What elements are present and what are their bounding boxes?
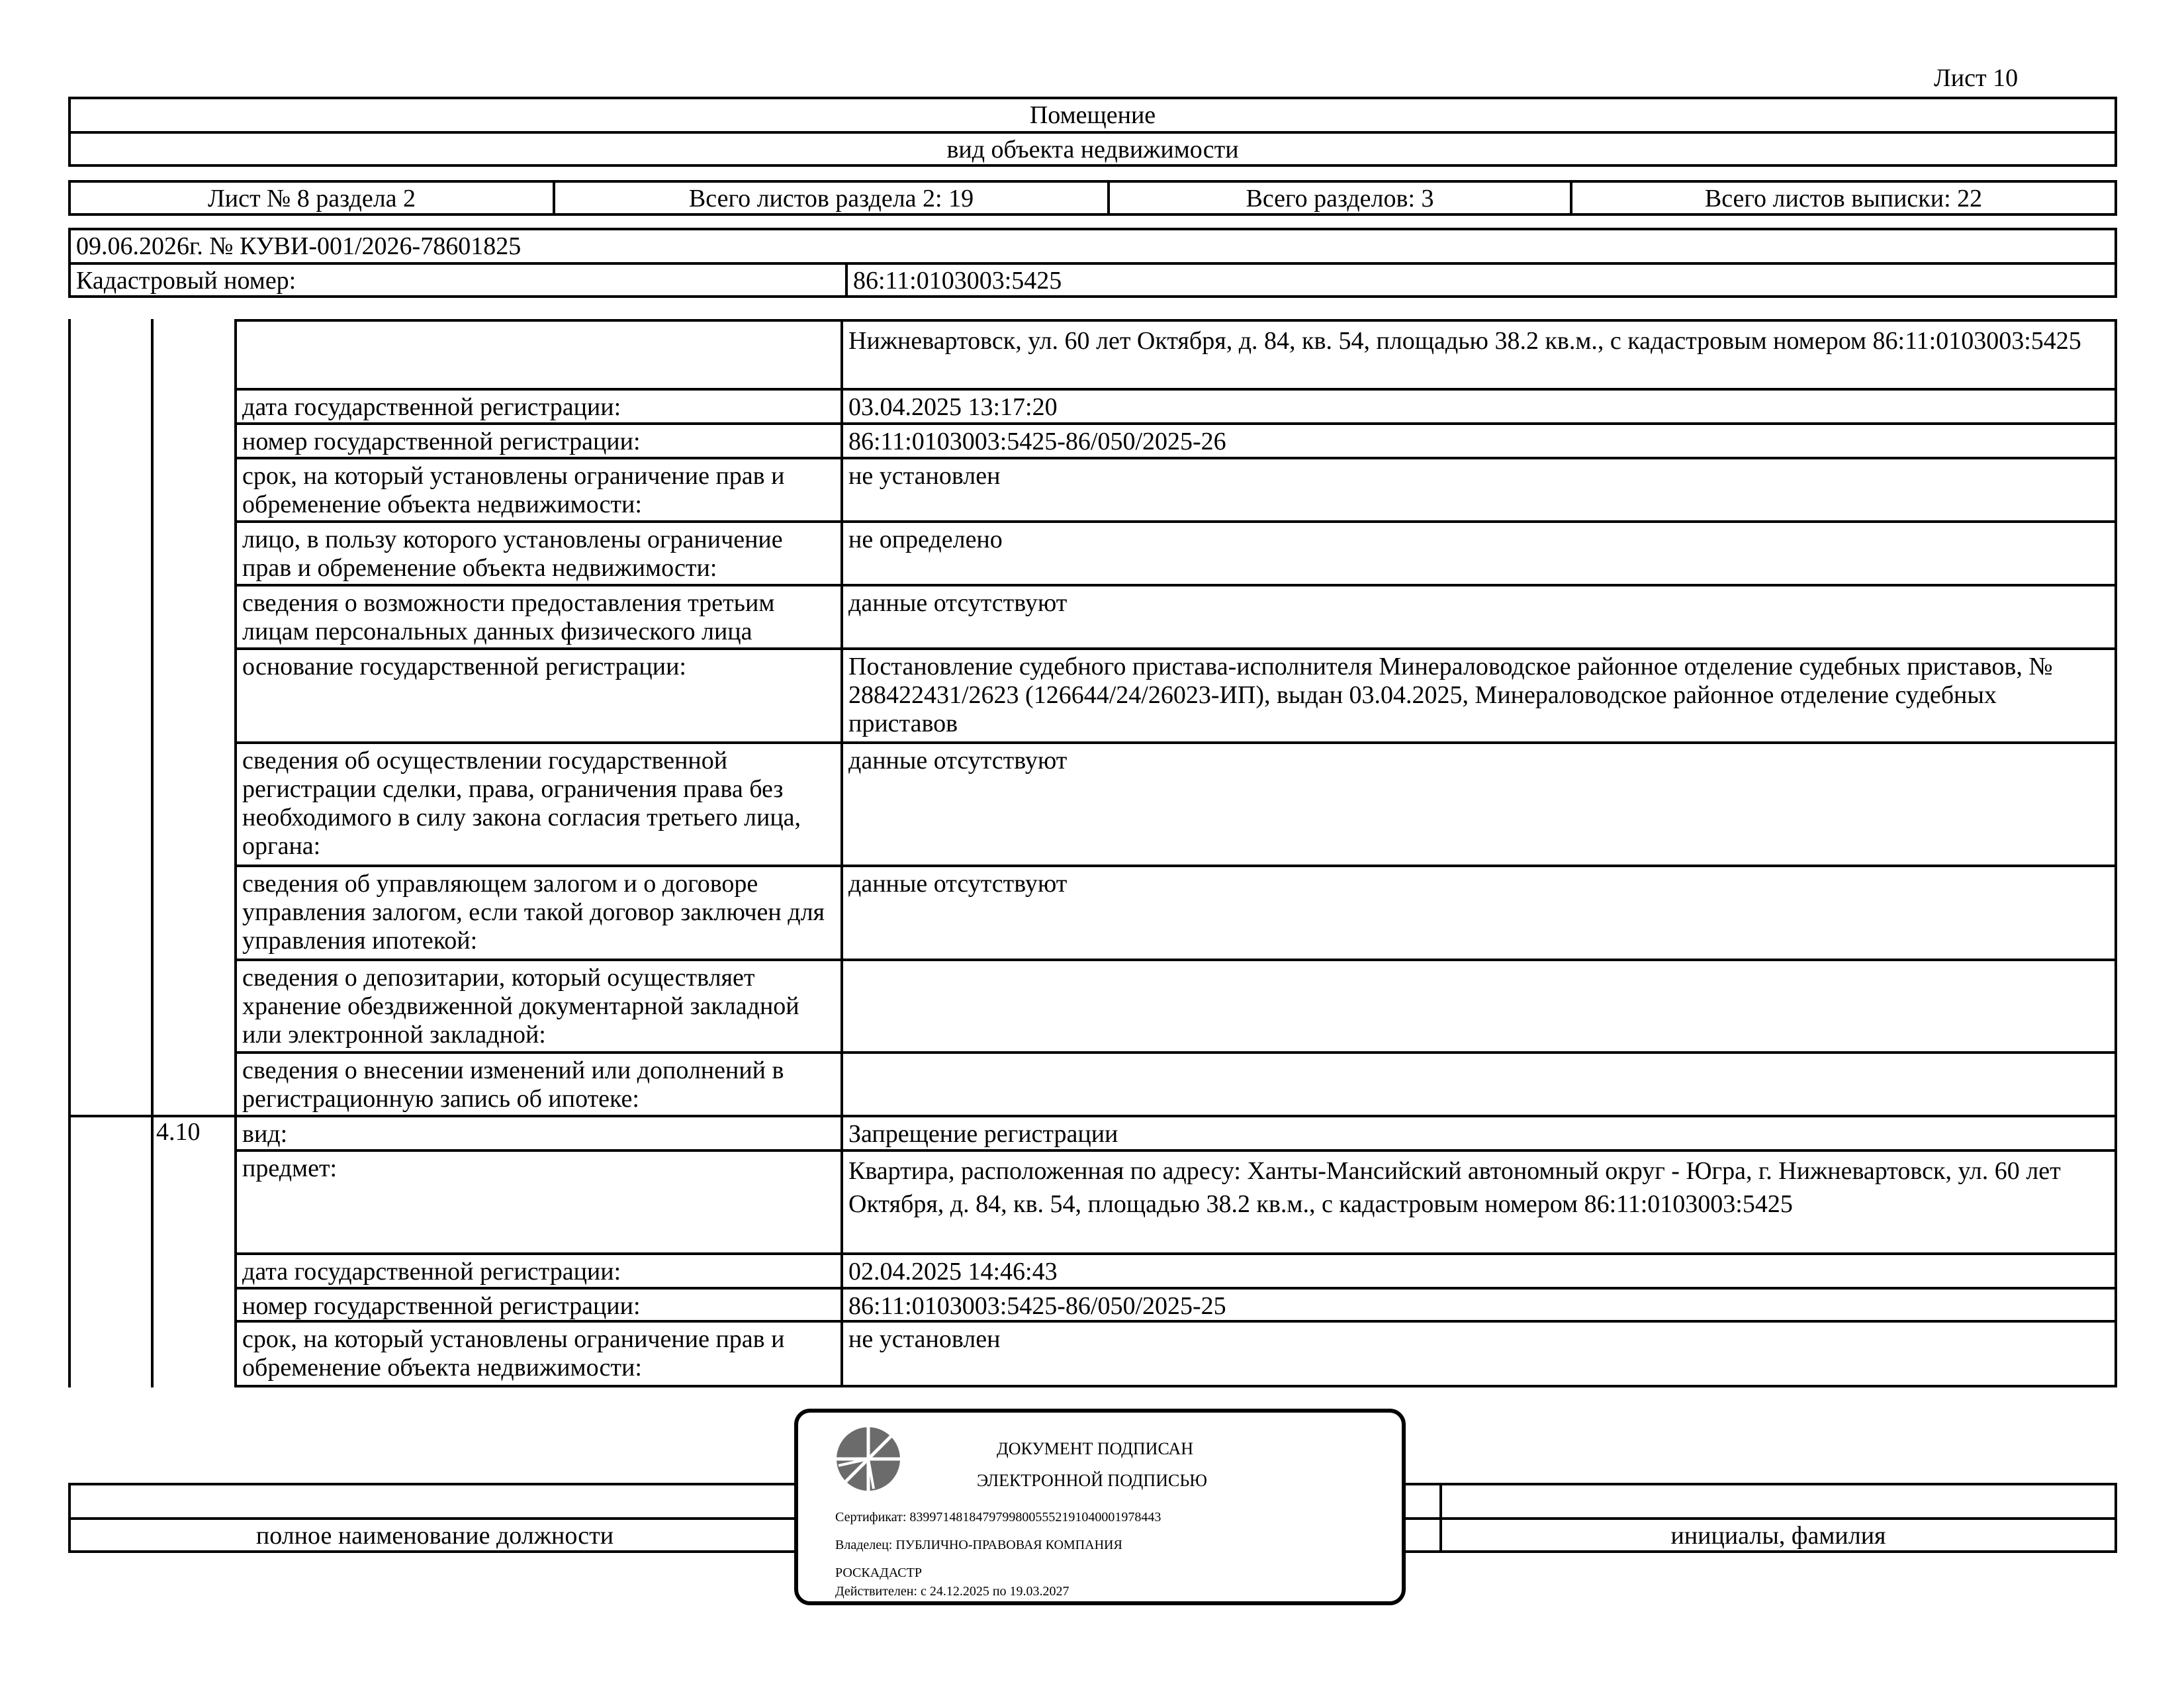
row-label: сведения об управляющем залогом и о договоре управления залогом, если такой договор заключен для управления ипотекой: — [234, 865, 843, 961]
sheet-number: Лист 10 — [1934, 64, 2019, 92]
row-value: Нижневартовск, ул. 60 лет Октября, д. 84, кв. 54, площадью 38.2 кв.м., с кадастровым номером 86:11:0103003:5425 — [841, 319, 2117, 391]
row-value — [841, 1051, 2117, 1117]
name-caption: инициалы, фамилия — [1670, 1522, 1886, 1550]
object-type: Помещение — [1029, 101, 1156, 129]
row-label: сведения о депозитарии, который осуществляет хранение обездвиженной документарной закладной или электронной закладной: — [234, 959, 843, 1054]
row-value: Квартира, расположенная по адресу: Ханты-Мансийский автономный округ - Югра, г. Нижневартовск, ул. 60 лет Октября, д. 84, кв. 54, площадью 38.2 кв.м., с кадастровым номером 86:11:0103003:5425 — [841, 1149, 2117, 1255]
stamp-line1: ДОКУМЕНТ ПОДПИСАН — [997, 1439, 1194, 1458]
row-value: 03.04.2025 13:17:20 — [841, 388, 2117, 424]
object-header — [68, 97, 2117, 167]
row-label: номер государственной регистрации: — [234, 422, 843, 459]
row-label: номер государственной регистрации: — [234, 1287, 843, 1323]
stamp-owner: Владелец: ПУБЛИЧНО-ПРАВОВАЯ КОМПАНИЯ — [835, 1538, 1122, 1552]
row-value: не установлен — [841, 457, 2117, 523]
row-label: срок, на который установлены ограничение прав и обременение объекта недвижимости: — [234, 457, 843, 523]
row-label: дата государственной регистрации: — [234, 388, 843, 424]
row-label: срок, на который установлены ограничение прав и обременение объекта недвижимости: — [234, 1320, 843, 1387]
row-label: дата государственной регистрации: — [234, 1252, 843, 1289]
cadastral-label: Кадастровый номер: — [76, 267, 296, 295]
row-value: 02.04.2025 14:46:43 — [841, 1252, 2117, 1289]
row-label: основание государственной регистрации: — [234, 647, 843, 744]
row-value — [841, 959, 2117, 1054]
total-extract-sheets: Всего листов выписки: 22 — [1704, 185, 1983, 212]
row-label: лицо, в пользу которого установлены ограничение прав и обременение объекта недвижимости: — [234, 520, 843, 586]
row-label: сведения о внесении изменений или дополнений в регистрационную запись об ипотеке: — [234, 1051, 843, 1117]
row-label: сведения о возможности предоставления третьим лицам персональных данных физического лица — [234, 584, 843, 650]
total-section-sheets: Всего листов раздела 2: 19 — [688, 185, 974, 212]
row-value: данные отсутствуют — [841, 741, 2117, 867]
stamp-owner2: РОСКАДАСТР — [835, 1566, 922, 1580]
doc-ref-block — [68, 228, 2117, 298]
row-value: 86:11:0103003:5425-86/050/2025-26 — [841, 422, 2117, 459]
rosreestr-logo-icon — [835, 1426, 901, 1492]
row-label: предмет: — [234, 1149, 843, 1255]
row-label — [234, 319, 843, 391]
row-label: вид: — [234, 1115, 843, 1152]
stamp-certificate: Сертификат: 839971481847979980055521910400019784​43 — [835, 1510, 1161, 1524]
row-value: не установлен — [841, 1320, 2117, 1387]
stamp-line2: ЭЛЕКТРОННОЙ ПОДПИСЬЮ — [977, 1471, 1207, 1490]
cadastral-number: 86:11:0103003:5425 — [853, 267, 1062, 295]
object-type-caption: вид объекта недвижимости — [946, 136, 1239, 164]
e-signature-stamp — [794, 1409, 1406, 1605]
row-label: сведения об осуществлении государственной регистрации сделки, права, ограничения права без необходимого в силу закона согласия третьего лица, органа: — [234, 741, 843, 867]
row-value: не определено — [841, 520, 2117, 586]
row-value: Запрещение регистрации — [841, 1115, 2117, 1152]
doc-ref: 09.06.2026г. № КУВИ-001/2026-78601825 — [76, 232, 522, 260]
row-value: данные отсутствуют — [841, 865, 2117, 961]
row-value: Постановление судебного пристава-исполнителя Минераловодское районное отделение судебных приставов, № 288422431/2623 (126644/24/26023-ИП), выдан 03.04.2025, Минераловодское районное отделение судебных приставов — [841, 647, 2117, 744]
position-caption: полное наименование должности — [255, 1522, 614, 1550]
record-number: 4.10 — [156, 1118, 201, 1146]
row-value: 86:11:0103003:5425-86/050/2025-25 — [841, 1287, 2117, 1323]
row-value: данные отсутствуют — [841, 584, 2117, 650]
info-bar — [68, 180, 2117, 216]
total-sections: Всего разделов: 3 — [1246, 185, 1434, 212]
stamp-valid: Действителен: с 24.12.2025 по 19.03.2027 — [835, 1584, 1069, 1599]
sheet-of-section: Лист № 8 раздела 2 — [207, 185, 416, 212]
